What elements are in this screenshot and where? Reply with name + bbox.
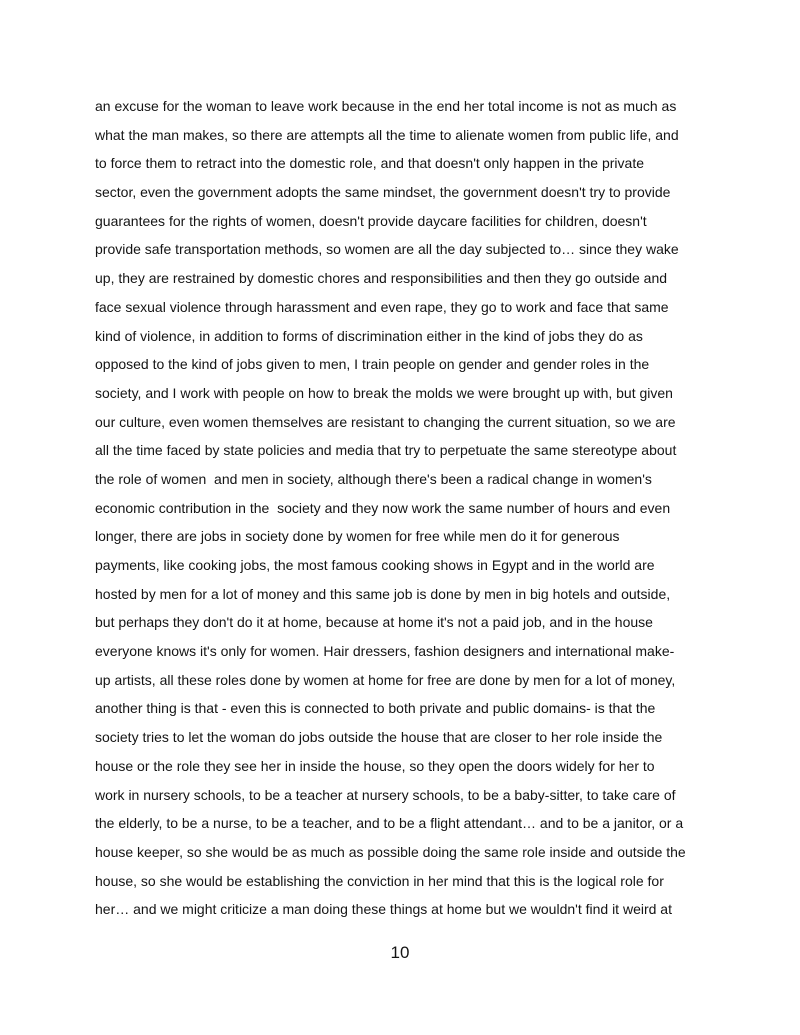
text-line: work in nursery schools, to be a teacher at nursery schools, to be a baby-sitter, to take care of: [95, 786, 676, 803]
text-line: house, so she would be establishing the conviction in her mind that this is the logical role for: [95, 872, 664, 889]
text-line: house or the role they see her in inside the house, so they open the doors widely for her to: [95, 757, 655, 774]
text-line: her… and we might criticize a man doing these things at home but we wouldn't find it weird at: [95, 901, 672, 918]
text-line: society, and I work with people on how to break the molds we were brought up with, but given: [95, 384, 673, 401]
body-text: [95, 92, 735, 924]
text-line: everyone knows it's only for women. Hair dressers, fashion designers and international make-: [95, 643, 675, 660]
text-line: kind of violence, in addition to forms of discrimination either in the kind of jobs they do as: [95, 327, 643, 344]
text-line: up artists, all these roles done by women at home for free are done by men for a lot of money,: [95, 671, 676, 688]
text-line: opposed to the kind of jobs given to men, I train people on gender and gender roles in the: [95, 356, 650, 373]
text-line: what the man makes, so there are attempts all the time to alienate women from public life, and: [95, 126, 679, 143]
text-line: house keeper, so she would be as much as possible doing the same role inside and outside the: [95, 843, 686, 860]
text-line: payments, like cooking jobs, the most famous cooking shows in Egypt and in the world are: [95, 557, 655, 573]
text-line: provide safe transportation methods, so women are all the day subjected to… since they wake: [95, 241, 679, 258]
page-number: 10: [390, 943, 410, 962]
text-line: another thing is that - even this is connected to both private and public domains- is that the: [95, 700, 656, 717]
text-line: guarantees for the rights of women, doesn't provide daycare facilities for children, doesn't: [95, 212, 647, 229]
text-line: to force them to retract into the domestic role, and that doesn't only happen in the private: [95, 155, 644, 172]
text-line: society tries to let the woman do jobs outside the house that are closer to her role inside the: [95, 729, 663, 746]
text-line: economic contribution in the society and they now work the same number of hours and even: [95, 499, 671, 516]
text-line: the role of women and men in society, although there's been a radical change in women's: [95, 470, 652, 487]
text-line: our culture, even women themselves are resistant to changing the current situation, so we are: [95, 413, 676, 430]
text-line: hosted by men for a lot of money and this same job is done by men in big hotels and outside,: [95, 585, 671, 602]
text-line: an excuse for the woman to leave work because in the end her total income is not as much as: [95, 98, 677, 114]
text-line: longer, there are jobs in society done by women for free while men do it for generous: [95, 528, 620, 545]
text-line: the elderly, to be a nurse, to be a teacher, and to be a flight attendant… and to be a janitor, or a: [95, 815, 684, 832]
text-line: sector, even the government adopts the same mindset, the government doesn't try to provide: [95, 184, 671, 201]
text-line: but perhaps they don't do it at home, because at home it's not a paid job, and in the house: [95, 614, 653, 631]
text-line: all the time faced by state policies and media that try to perpetuate the same stereotype about: [95, 442, 677, 459]
text-line: face sexual violence through harassment and even rape, they go to work and face that same: [95, 298, 669, 315]
text-line: up, they are restrained by domestic chores and responsibilities and then they go outside and: [95, 270, 668, 287]
